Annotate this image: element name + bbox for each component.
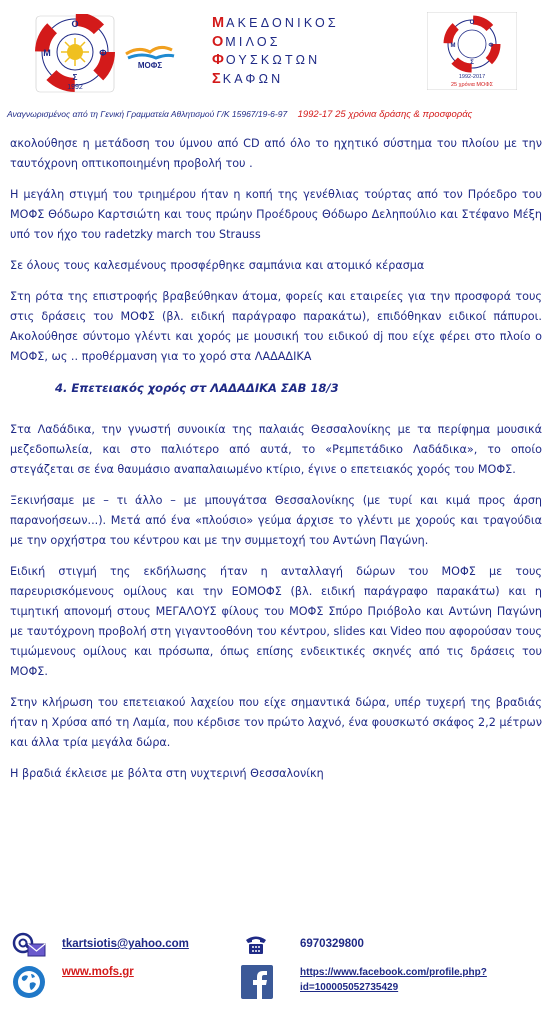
svg-text:1992-2017: 1992-2017 [458, 74, 486, 80]
section-heading: 4. Επετειακός χορός στ ΛΑΔΑΔΙΚΑ ΣΑΒ 18/3 [55, 381, 339, 395]
recognition-line [7, 109, 547, 120]
svg-text:Ο: Ο [71, 19, 79, 29]
svg-text:Φ: Φ [99, 48, 107, 58]
paragraph: Η βραδιά έκλεισε με βόλτα στη νυχτερινή Θεσσαλονίκη [10, 767, 324, 780]
svg-text:Μ: Μ [43, 48, 51, 58]
svg-text:Σ: Σ [72, 73, 78, 82]
mofs-lifebuoy-logo [32, 14, 118, 94]
paragraph: Στην κλήρωση του επετειακού λαχείου που είχε σημαντικά δώρα, υπέρ τυχερή της βραδιάς ήταν η Χρύσα από τη Λαμία, που κέρδισε τον πρώτο λαχνό, ένα φουσκωτό σκάφος 2,2 μέτρων και άλλα τρία μεγάλα δώρα. [10, 696, 542, 749]
website-link[interactable]: www.mofs.gr [62, 966, 134, 978]
title-line: ΟΜΙΛΟΣ [212, 33, 281, 50]
paragraph: Στα Λαδάδικα, την γνωστή συνοικία της παλαιάς Θεσσαλονίκης με τα περίφημα μουσικά μεζεδοπωλεία, και στο παλιότερο από αυτά, το «Ρεμπετάδικο Λαδάδικα», το οποίο στεγάζεται σε ένα θαυμάσιο αναπαλαιωμένο κτίριο, έγινε ο επετειακός χορός του ΜΟΦΣ. [10, 423, 542, 476]
contact-footer [0, 928, 551, 1018]
svg-text:25 χρόνια ΜΟΦΣ: 25 χρόνια ΜΟΦΣ [450, 82, 494, 88]
anniversary-text: 1992-17 25 χρόνια δράσης & προσφοράς [297, 109, 473, 120]
mofs-boat-logo [122, 40, 178, 70]
anniversary-logo [427, 12, 517, 90]
paragraph: Ειδική στιγμή της εκδήλωσης ήταν η ανταλλαγή δώρων του ΜΟΦΣ με τους παρευρισκόμενους ομίλους και την ΕΟΜΟΦΣ (βλ. ειδική παράγραφο παρακάτω) και η τιμητική απονομή στους ΜΕΓΑΛΟΥΣ φίλους του ΜΟΦΣ Σπύρο Πριόβολο και Αντώνη Παγώνη με ταυτόχρονη προβολή στη γιγαντοοθόνη του κέντρου, slides και Video που αφορούσαν τους τιμώμενους ομίλους και πρόσωπα, όπως επίσης ενδεικτικές σκηνές από τις δράσεις του ΜΟΦΣ. [10, 565, 542, 678]
article-body [10, 134, 542, 795]
page-header [0, 0, 551, 100]
title-line: ΣΚΑΦΩΝ [212, 70, 284, 87]
paragraph: ακολούθησε η μετάδοση του ύμνου από CD από όλο το ηχητικό σύστημα του πλοίου με την ταυτόχρονη οπτικοποιημένη προβολή του . [10, 137, 542, 170]
svg-text:1992: 1992 [67, 84, 83, 91]
svg-text:ΜΟΦΣ: ΜΟΦΣ [137, 61, 163, 70]
email-icon [12, 932, 46, 958]
title-line: ΦΟΥΣΚΩΤΩΝ [212, 52, 321, 68]
svg-text:Σ: Σ [470, 60, 474, 66]
paragraph: Ξεκινήσαμε με – τι άλλο – με μπουγάτσα Θεσσαλονίκης (με τυρί και κιμά προς άρση παρανοήσεων...). Μετά από ένα «πλούσιο» γεύμα άρχισε το γλέντι με χορούς και τραγούδια με την ορχήστρα του κέντρου και με την συμμετοχή του Αντώνη Παγώνη. [10, 494, 542, 547]
facebook-icon [241, 965, 273, 999]
paragraph: Σε όλους τους καλεσμένους προσφέρθηκε σαμπάνια και ατομικό κέρασμα [10, 259, 425, 272]
svg-text:Ο: Ο [469, 20, 475, 26]
globe-icon [12, 965, 46, 999]
paragraph: Η μεγάλη στιγμή του τριημέρου ήταν η κοπή της γενέθλιας τούρτας από τον Πρόεδρο του ΜΟΦΣ Θόδωρο Καρτσιώτη και τους πρώην Προέδρους Θόδωρο Δεληπούλιο και Στέφανο Μέξη υπό τον ήχο του radetzky march του Strauss [10, 188, 542, 241]
email-link[interactable]: tkartsiotis@yahoo.com [62, 938, 189, 950]
paragraph: Στη ρότα της επιστροφής βραβεύθηκαν άτομα, φορείς και εταιρείες για την προσφορά τους στις δράσεις του ΜΟΦΣ (βλ. ειδική παράγραφο παρακάτω), επιδόθηκαν ειδικοί πάπυροι. Ακολούθησε σύντομο γλέντι και χορός με μουσική του ειδικού dj που είχε φέρει στο πλοίο ο ΜΟΦΣ, ως .. προθέρμανση για το χορό στα ΛΑΔΑΔΙΚΑ [10, 290, 542, 363]
organization-title [212, 14, 372, 88]
phone-icon [244, 934, 268, 956]
svg-text:Μ: Μ [450, 43, 456, 49]
svg-text:Φ: Φ [488, 43, 494, 49]
facebook-link[interactable]: https://www.facebook.com/profile.php?id=100005052735429 [300, 967, 487, 993]
recognition-text: Αναγνωρισμένος από τη Γενική Γραμματεία Αθλητισμού Γ/Κ 15967/19-6-97 [7, 109, 288, 119]
title-line: ΜΑΚΕΔΟΝΙΚΟΣ [212, 15, 339, 31]
phone-number: 6970329800 [300, 938, 364, 950]
